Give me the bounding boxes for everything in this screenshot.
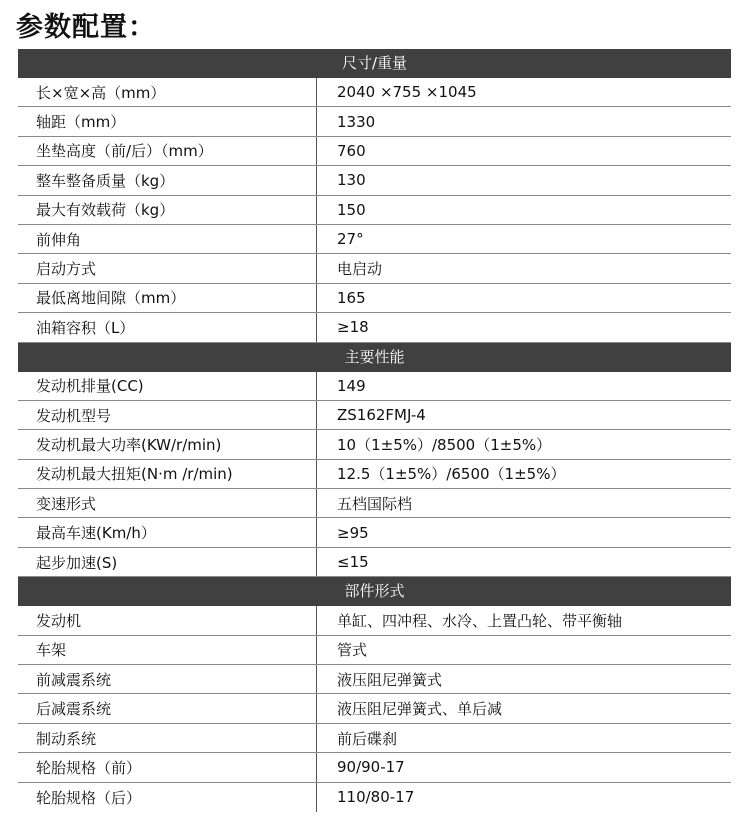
spec-row xyxy=(18,284,731,313)
spec-value: 149 xyxy=(337,376,366,395)
spec-label: 长×宽×高（mm） xyxy=(36,83,166,102)
spec-value: ≥95 xyxy=(337,523,369,542)
section-header: 主要性能 xyxy=(18,343,731,372)
spec-row xyxy=(18,430,731,459)
spec-row xyxy=(18,489,731,518)
spec-row xyxy=(18,518,731,547)
spec-value: 90/90-17 xyxy=(337,758,405,777)
spec-value: ≤15 xyxy=(337,553,369,572)
page-title: 参数配置： xyxy=(16,12,156,43)
spec-value: 前后碟刹 xyxy=(337,729,398,748)
spec-value: 12.5（1±5%）/6500（1±5%） xyxy=(337,465,566,484)
spec-label: 前减震系统 xyxy=(36,670,112,689)
spec-label: 油箱容积（L） xyxy=(36,318,135,337)
spec-row xyxy=(18,753,731,782)
spec-label: 最高车速(Km/h） xyxy=(36,524,156,543)
spec-value: 单缸、四冲程、水冷、上置凸轮、带平衡轴 xyxy=(337,611,623,630)
spec-row xyxy=(18,401,731,430)
spec-table xyxy=(18,49,731,812)
spec-value: 电启动 xyxy=(337,260,383,279)
spec-value: 27° xyxy=(337,230,364,249)
spec-label: 发动机排量(CC) xyxy=(36,377,144,396)
spec-label: 变速形式 xyxy=(36,494,97,513)
spec-row xyxy=(18,783,731,812)
spec-row xyxy=(18,372,731,401)
spec-label: 前伸角 xyxy=(36,230,82,249)
spec-label: 起步加速(S) xyxy=(36,553,118,572)
spec-row xyxy=(18,225,731,254)
spec-row xyxy=(18,313,731,342)
spec-label: 坐垫高度（前/后）（mm） xyxy=(36,142,213,161)
spec-value: ≥18 xyxy=(337,318,369,337)
spec-label: 轮胎规格（前） xyxy=(36,758,142,777)
spec-value: 165 xyxy=(337,288,366,307)
spec-label: 制动系统 xyxy=(36,729,97,748)
spec-row xyxy=(18,254,731,283)
spec-label: 后减震系统 xyxy=(36,700,112,719)
spec-row xyxy=(18,78,731,107)
spec-label: 发动机最大功率(KW/r/min) xyxy=(36,435,222,454)
spec-value: 130 xyxy=(337,171,366,190)
spec-label: 整车整备质量（kg） xyxy=(36,171,175,190)
spec-value: 五档国际档 xyxy=(337,494,413,513)
spec-value: 液压阻尼弹簧式、单后减 xyxy=(337,700,503,719)
spec-value: 150 xyxy=(337,200,366,219)
spec-value: 1330 xyxy=(337,112,376,131)
section-header: 尺寸/重量 xyxy=(18,49,731,78)
spec-label: 车架 xyxy=(36,641,67,660)
spec-label: 发动机型号 xyxy=(36,406,112,425)
spec-row xyxy=(18,665,731,694)
spec-row xyxy=(18,107,731,136)
spec-value: 760 xyxy=(337,141,366,160)
spec-label: 发动机 xyxy=(36,611,82,630)
spec-label: 最大有效载荷（kg） xyxy=(36,201,175,220)
spec-label: 轮胎规格（后） xyxy=(36,788,142,807)
spec-row xyxy=(18,548,731,577)
spec-label: 启动方式 xyxy=(36,260,97,279)
spec-value: 管式 xyxy=(337,641,368,660)
spec-value: 液压阻尼弹簧式 xyxy=(337,670,443,689)
spec-label: 轴距（mm） xyxy=(36,113,126,132)
spec-row xyxy=(18,636,731,665)
spec-value: ZS162FMJ-4 xyxy=(337,406,426,425)
spec-label: 最低离地间隙（mm） xyxy=(36,289,186,308)
spec-row xyxy=(18,166,731,195)
section-header: 部件形式 xyxy=(18,577,731,606)
spec-row xyxy=(18,606,731,635)
spec-row xyxy=(18,196,731,225)
spec-value: 10（1±5%）/8500（1±5%） xyxy=(337,435,552,454)
spec-row xyxy=(18,137,731,166)
spec-value: 2040 ×755 ×1045 xyxy=(337,83,477,102)
spec-row xyxy=(18,694,731,723)
spec-row xyxy=(18,724,731,753)
spec-label: 发动机最大扭矩(N·m /r/min) xyxy=(36,465,233,484)
spec-value: 110/80-17 xyxy=(337,788,415,807)
spec-row xyxy=(18,460,731,489)
